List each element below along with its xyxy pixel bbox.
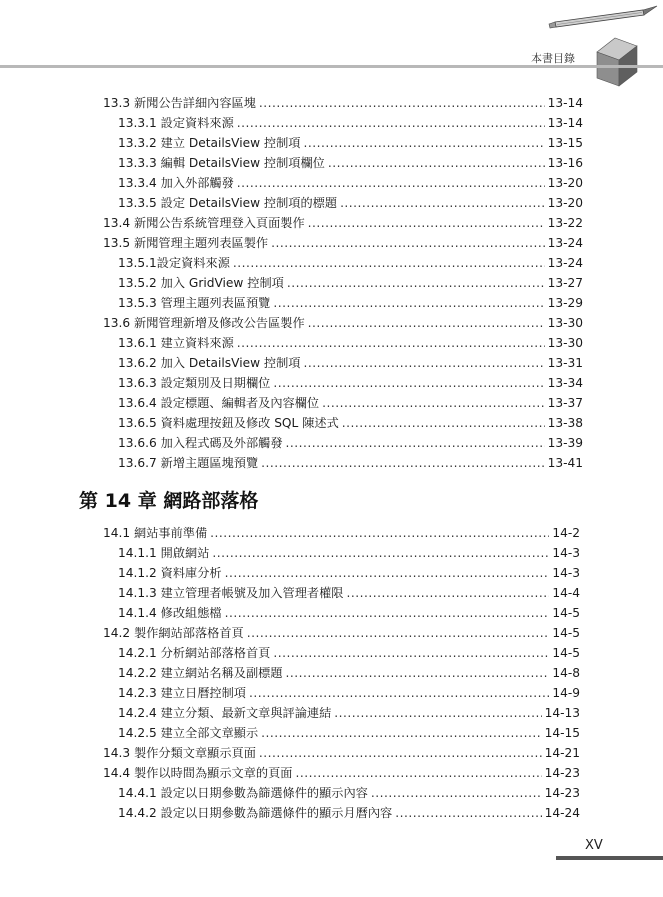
toc-entry-label: 14.1.1 開啟網站: [118, 546, 210, 560]
toc-entry[interactable]: [118, 666, 580, 681]
toc-entry-label: 14.2.5 建立全部文章顯示: [118, 726, 259, 740]
chapter-heading: [79, 486, 258, 513]
toc-entry-page: 13-15: [547, 136, 583, 150]
toc-entry[interactable]: [118, 546, 580, 561]
toc-entry-label: 13.6.7 新增主題區塊預覽: [118, 456, 259, 470]
toc-entry-label: 13.3.3 編輯 DetailsView 控制項欄位: [118, 156, 325, 170]
toc-entry[interactable]: [118, 436, 583, 451]
toc-entry-page: 13-14: [547, 116, 583, 130]
toc-entry[interactable]: [118, 336, 583, 351]
toc-entry-page: 14-3: [552, 566, 580, 580]
toc-entry-page: 13-22: [547, 216, 583, 230]
toc-entry-page: 13-30: [547, 316, 583, 330]
toc-entry[interactable]: [118, 296, 583, 311]
toc-entry-page: 13-30: [547, 336, 583, 350]
toc-entry-page: 13-24: [547, 236, 583, 250]
toc-entry[interactable]: [118, 606, 580, 621]
toc-entry[interactable]: [103, 236, 583, 251]
toc-entry-label: 14.2.4 建立分類、最新文章與評論連結: [118, 706, 332, 720]
toc-entry[interactable]: [118, 566, 580, 581]
toc-entry-label: 13.6.5 資料處理按鈕及修改 SQL 陳述式: [118, 416, 339, 430]
toc-entry-page: 13-34: [547, 376, 583, 390]
toc-entry-label: 14.4.2 設定以日期參數為篩選條件的顯示月曆內容: [118, 806, 393, 820]
toc-entry[interactable]: [118, 786, 580, 801]
page-number: XV: [585, 838, 603, 853]
toc-entry-page: 13-39: [547, 436, 583, 450]
toc-entry-page: 14-5: [552, 646, 580, 660]
pencil-icon: [549, 6, 657, 28]
toc-entry-page: 14-3: [552, 546, 580, 560]
toc-entry-label: 14.4.1 設定以日期參數為篩選條件的顯示內容: [118, 786, 368, 800]
toc-entry[interactable]: [118, 396, 583, 411]
toc-entry[interactable]: [118, 156, 583, 171]
toc-entry-label: 13.3.5 設定 DetailsView 控制項的標題: [118, 196, 338, 210]
toc-entry-page: 13-24: [547, 256, 583, 270]
toc-entry[interactable]: [118, 646, 580, 661]
toc-entry-label: 14.2 製作網站部落格首頁: [103, 626, 244, 640]
toc-entry-page: 14-5: [552, 606, 580, 620]
toc-entry-label: 13.3 新聞公告詳細內容區塊: [103, 96, 256, 110]
toc-entry-page: 13-27: [547, 276, 583, 290]
chapter-title: 網路部落格: [163, 490, 259, 512]
pencil-cube-illustration: [545, 0, 663, 96]
toc-entry-label: 13.6 新聞管理新增及修改公告區製作: [103, 316, 305, 330]
toc-entry[interactable]: [103, 766, 580, 781]
toc-entry-label: 13.3.1 設定資料來源: [118, 116, 234, 130]
toc-entry-label: 14.2.1 分析網站部落格首頁: [118, 646, 271, 660]
toc-entry-page: 14-13: [544, 706, 580, 720]
toc-entry-label: 14.2.3 建立日曆控制項: [118, 686, 246, 700]
toc-entry-label: 13.6.3 設定類別及日期欄位: [118, 376, 271, 390]
toc-entry[interactable]: [103, 626, 580, 641]
toc-entry[interactable]: [118, 116, 583, 131]
toc-entry-page: 14-15: [544, 726, 580, 740]
toc-entry[interactable]: [118, 806, 580, 821]
toc-entry[interactable]: [103, 316, 583, 331]
toc-entry[interactable]: [118, 256, 583, 271]
cube-icon: [597, 38, 637, 86]
toc-entry-page: 13-29: [547, 296, 583, 310]
toc-entry-label: 13.5.1設定資料來源: [118, 256, 230, 270]
toc-entry-label: 14.1.3 建立管理者帳號及加入管理者權限: [118, 586, 344, 600]
toc-entry-label: 13.5.3 管理主題列表區預覽: [118, 296, 271, 310]
toc-entry[interactable]: [103, 216, 583, 231]
toc-entry-label: 14.1.2 資料庫分析: [118, 566, 222, 580]
toc-entry-page: 13-41: [547, 456, 583, 470]
chapter-suffix: 章: [137, 490, 157, 512]
toc-entry-page: 14-24: [544, 806, 580, 820]
toc-entry-label: 13.3.4 加入外部觸發: [118, 176, 234, 190]
toc-entry-label: 13.6.4 設定標題、編輯者及內容欄位: [118, 396, 320, 410]
chapter-prefix: 第: [79, 490, 99, 512]
toc-entry[interactable]: [118, 586, 580, 601]
toc-entry-label: 14.1.4 修改組態檔: [118, 606, 222, 620]
toc-entry-page: 14-21: [544, 746, 580, 760]
toc-entry[interactable]: [118, 356, 583, 371]
toc-entry[interactable]: [118, 686, 580, 701]
toc-entry-page: 13-14: [547, 96, 583, 110]
toc-entry-label: 13.6.2 加入 DetailsView 控制項: [118, 356, 301, 370]
toc-entry-page: 14-4: [552, 586, 580, 600]
toc-entry-page: 13-16: [547, 156, 583, 170]
toc-entry[interactable]: [118, 416, 583, 431]
toc-entry-label: 14.2.2 建立網站名稱及副標題: [118, 666, 283, 680]
toc-entry-page: 13-37: [547, 396, 583, 410]
toc-entry-label: 13.6.6 加入程式碼及外部觸發: [118, 436, 283, 450]
toc-entry-label: 13.6.1 建立資料來源: [118, 336, 234, 350]
toc-entry-page: 13-20: [547, 196, 583, 210]
toc-entry[interactable]: [118, 176, 583, 191]
toc-entry-page: 14-2: [552, 526, 580, 540]
toc-entry[interactable]: [103, 526, 580, 541]
toc-entry[interactable]: [118, 136, 583, 151]
toc-entry-label: 13.3.2 建立 DetailsView 控制項: [118, 136, 301, 150]
toc-entry-page: 13-38: [547, 416, 583, 430]
toc-entry[interactable]: [118, 276, 583, 291]
chapter-number: 14: [104, 490, 132, 512]
footer-rule: [556, 856, 663, 860]
toc-entry[interactable]: [118, 376, 583, 391]
toc-entry-label: 14.1 網站事前準備: [103, 526, 208, 540]
toc-entry-page: 13-31: [547, 356, 583, 370]
toc-entry-page: 14-23: [544, 786, 580, 800]
toc-entry-label: 13.5 新聞管理主題列表區製作: [103, 236, 269, 250]
toc-entry-label: 14.3 製作分類文章顯示頁面: [103, 746, 256, 760]
header-label: 本書目錄: [531, 52, 575, 65]
toc-entry-page: 14-23: [544, 766, 580, 780]
toc-entry-page: 14-8: [552, 666, 580, 680]
toc-entry-label: 13.4 新聞公告系統管理登入頁面製作: [103, 216, 305, 230]
toc-entry-page: 13-20: [547, 176, 583, 190]
toc-entry[interactable]: [103, 746, 580, 761]
toc-entry-page: 14-5: [552, 626, 580, 640]
toc-entry[interactable]: [118, 726, 580, 741]
toc-entry[interactable]: [118, 706, 580, 721]
toc-entry[interactable]: [118, 456, 583, 471]
toc-entry[interactable]: [118, 196, 583, 211]
toc-entry-page: 14-9: [552, 686, 580, 700]
toc-entry-label: 13.5.2 加入 GridView 控制項: [118, 276, 284, 290]
toc-entry-label: 14.4 製作以時間為顯示文章的頁面: [103, 766, 293, 780]
header-rule: [0, 65, 663, 68]
toc-entry[interactable]: [103, 96, 583, 111]
